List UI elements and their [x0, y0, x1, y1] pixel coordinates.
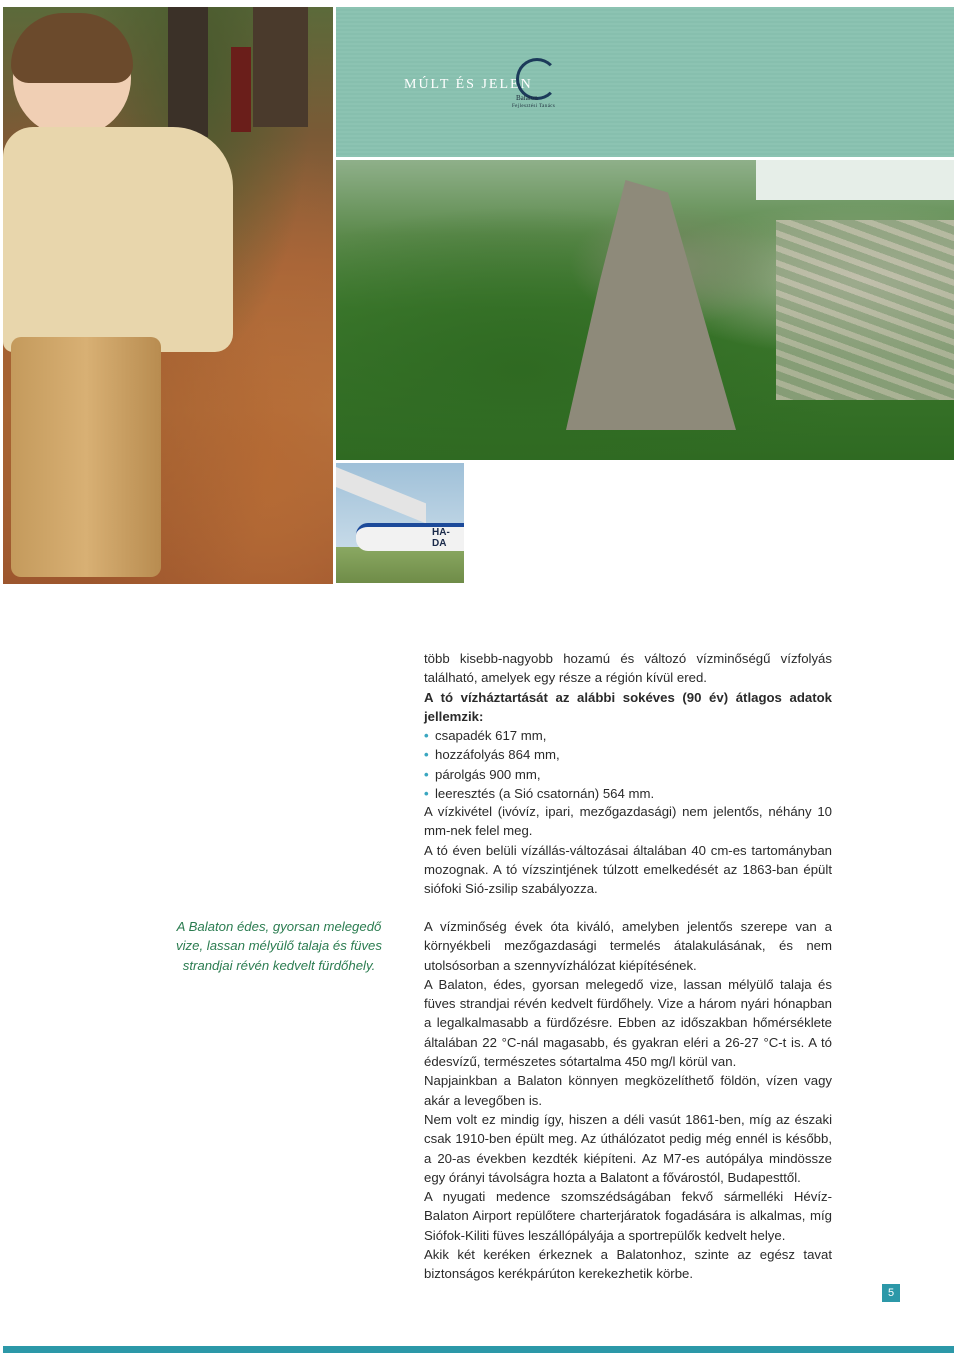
paragraph: Akik két keréken érkeznek a Balatonhoz, szinte az egész tavat biztonságos kerékpárúton kerekezhetik körbe.: [424, 1247, 832, 1282]
bottom-rule: [3, 1346, 954, 1353]
child-hair: [11, 13, 133, 83]
logo-name: Balaton: [516, 94, 538, 102]
lead-paragraph: A tó vízháztartását az alábbi sokéves (90 év) átlagos adatok jellemzik:: [424, 689, 832, 724]
text-block-water-balance: [424, 649, 832, 803]
castle-ruin: [566, 180, 736, 430]
paragraph: A tó éven belüli vízállás-változásai általában 40 cm-es tartományban mozognak. A tó vízszintjének túlzott emelkedését az 1863-ban épült siófoki Sió-zsilip szabályozza.: [424, 842, 832, 897]
paragraph: A Balaton, édes, gyorsan melegedő vize, lassan mélyülő talaja és füves strandjai révén kedvelt fürdőhely. Vize a három nyári hónapban a legalkalmasabb a fürdőzésre. Ebben az időszakban hőmérséklete általában 22 °C-nál magasabb, és gyakran eléri a 26-27 °C-t is. A tó édesvízű, természetes sótartalma 450 mg/l körül van.: [424, 976, 832, 1070]
photo-child-autumn-leaves: [3, 7, 333, 584]
plane-registration: HA-DA: [432, 527, 450, 549]
plane-wing: [336, 467, 426, 523]
town: [776, 220, 954, 400]
paragraph: A nyugati medence szomszédságában fekvő sármelléki Hévíz-Balaton Airport repülőtere charterjáratok fogadására is alkalmas, míg Siófok-Kiliti füves leszállópályája a sportrepülők kedvelt helye.: [424, 1189, 832, 1243]
list-item: • hozzáfolyás 864 mm,: [424, 745, 832, 764]
text-block-quality-access: [424, 917, 832, 1284]
red-post: [231, 47, 251, 132]
tree-trunk: [168, 7, 208, 137]
photo-airplane: [336, 463, 464, 583]
pull-quote: A Balaton édes, gyorsan melegedő vize, lassan mélyülő talaja és füves strandjai révén kedvelt fürdőhely.: [176, 919, 382, 973]
list-item: • csapadék 617 mm,: [424, 726, 832, 745]
tree-trunk: [253, 7, 308, 127]
text-block-water-level: [424, 802, 832, 898]
list-item: • leeresztés (a Sió csatornán) 564 mm.: [424, 784, 832, 803]
child-pants: [11, 337, 161, 577]
water-balance-list: [424, 726, 832, 803]
paragraph: Napjainkban a Balaton könnyen megközelíthető földön, vízen vagy akár a levegőben is.: [424, 1073, 832, 1108]
paragraph: Nem volt ez mindig így, hiszen a déli vasút 1861-ben, míg az északi csak 1910-ben épült meg. Az úthálózatot pedig még ennél is később, a 20-as években kezdték kiépíteni. Az M7-es autópálya mindössze egy órányi távolságra hozta a Balatont a fővárostól, Budapesttől.: [424, 1111, 832, 1185]
intro-paragraph: több kisebb-nagyobb hozamú és változó vízminőségű vízfolyás található, amelyek egy része a régión kívül ered.: [424, 651, 832, 686]
sky: [756, 160, 954, 200]
page-number: 5: [882, 1284, 900, 1302]
list-item: • párolgás 900 mm,: [424, 765, 832, 784]
paragraph: A vízminőség évek óta kiváló, amelyben jelentős szerepe van a környékbeli mezőgazdasági termelés átalakulásának, és nem utolsósorban a szennyvízhálózat kiépítésének.: [424, 919, 832, 973]
balaton-logo: [512, 56, 568, 116]
section-title: MÚLT ÉS JELEN: [404, 77, 533, 92]
paragraph: A vízkivétel (ivóvíz, ipari, mezőgazdasági) nem jelentős, néhány 10 mm-nek felel meg.: [424, 804, 832, 839]
logo-subtitle: Fejlesztési Tanács: [512, 104, 556, 109]
child-sweater: [3, 127, 233, 352]
photo-castle-hill: [336, 160, 954, 460]
